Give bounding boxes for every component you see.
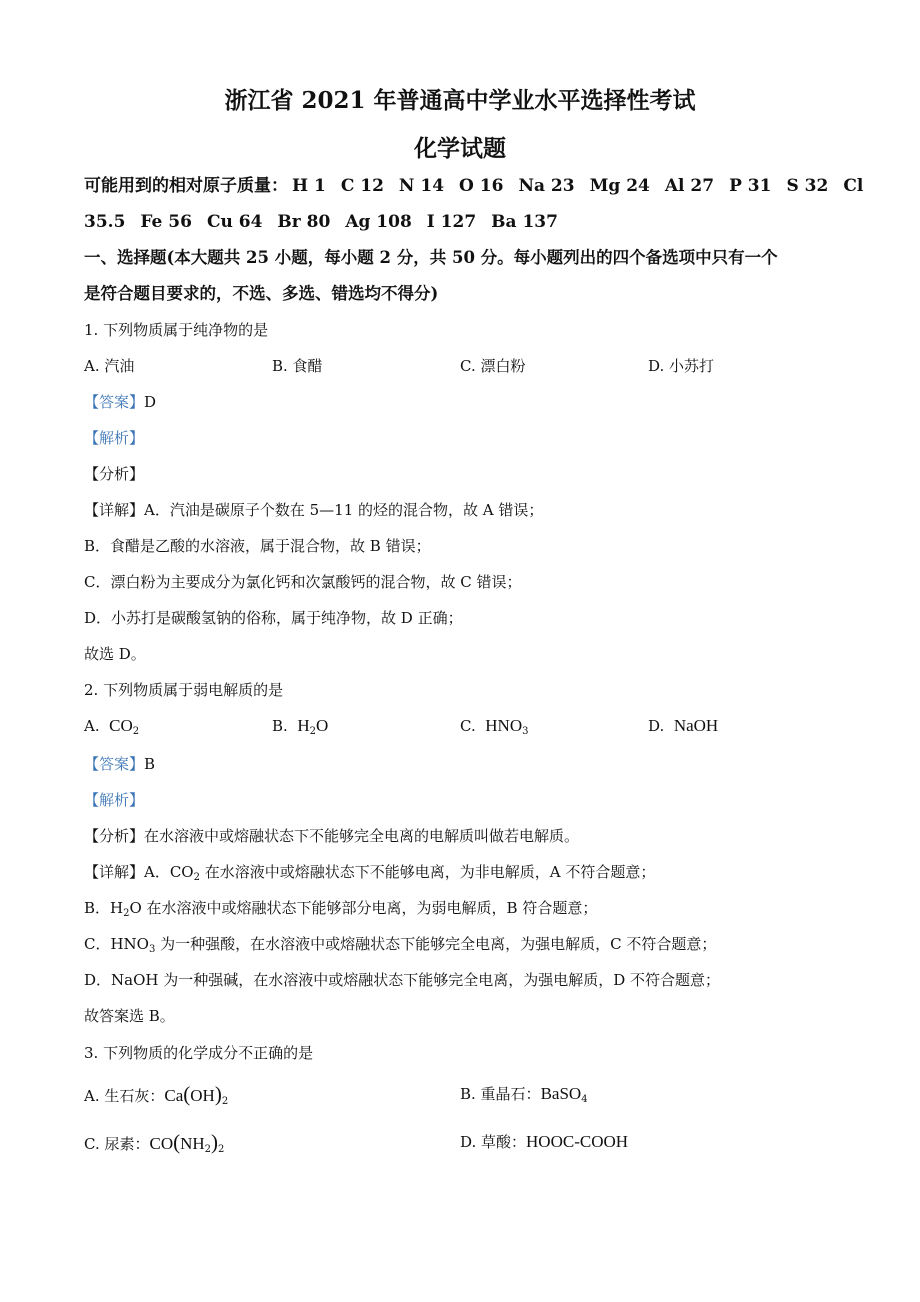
mass-item: 35.5 <box>84 212 126 232</box>
page-subtitle: 化学试题 <box>414 135 506 162</box>
q1-option-b: B. 食醋 <box>272 357 323 375</box>
mass-item: Na 23 <box>518 176 575 196</box>
q2-jiexi-tag: 【解析】 <box>84 791 145 809</box>
q3-option-d: D. 草酸：HOOC-COOH <box>460 1132 629 1151</box>
answer-tag: 【答案】 <box>84 755 145 773</box>
q3-option-b: B. 重晶石：BaSO$_4$ <box>460 1084 588 1105</box>
q1-option-c: C. 漂白粉 <box>460 357 526 375</box>
q3-option-a: A. 生石灰：$Ca(OH)_2$ <box>84 1082 229 1107</box>
section-heading-line-1: 一、选择题(本大题共 25 小题，每小题 2 分，共 50 分。每小题列出的四个备选项中只有一个 <box>84 248 778 267</box>
mass-item: Cl <box>843 176 864 196</box>
q1-jiexi-tag: 【解析】 <box>84 429 145 447</box>
q2-detail-line: B．$H_2O$ 在水溶液中或熔融状态下能够部分电离，为弱电解质，B 符合题意； <box>84 899 598 919</box>
mass-item: Ag 108 <box>345 212 412 232</box>
q2-stem: 2. 下列物质属于弱电解质的是 <box>84 681 284 699</box>
mass-item: I 127 <box>426 212 477 232</box>
q1-conclusion: 故选 D。 <box>84 645 146 663</box>
mass-item: H 1 <box>292 176 326 196</box>
mass-item: Cu 64 <box>206 212 263 232</box>
q1-detail-line: C．漂白粉为主要成分为氯化钙和次氯酸钙的混合物，故 C 错误； <box>84 573 522 591</box>
q2-detail-line: 【详解】A．$CO_2$ 在水溶液中或熔融状态下不能够电离，为非电解质，A 不符合题意； <box>84 863 656 883</box>
q1-detail-line: B．食醋是乙酸的水溶液，属于混合物，故 B 错误； <box>84 537 431 555</box>
mass-item: Fe 56 <box>140 212 192 232</box>
q2-option-c: C. $HNO_3$ <box>460 716 529 737</box>
mass-item: S 32 <box>786 176 829 196</box>
section-heading-line-2: 是符合题目要求的，不选、多选、错选均不得分) <box>84 284 439 303</box>
answer-value: B <box>144 755 156 773</box>
q1-fenxi: 【分析】 <box>84 465 145 483</box>
answer-value: D <box>144 393 157 411</box>
q2-option-b: B. $H_2O$ <box>272 716 329 737</box>
q3-stem: 3. 下列物质的化学成分不正确的是 <box>84 1044 314 1062</box>
q2-detail-line: C．$HNO_3$ 为一种强酸，在水溶液中或熔融状态下能够完全电离，为强电解质，C 不符合题意； <box>84 935 717 955</box>
atomic-mass-line-1 <box>84 176 878 196</box>
q2-conclusion: 故答案选 B。 <box>84 1007 175 1025</box>
atomic-mass-label: 可能用到的相对原子质量： <box>84 176 288 196</box>
mass-item: Ba 137 <box>491 212 558 232</box>
mass-item: Br 80 <box>277 212 331 232</box>
q1-detail-line: D．小苏打是碳酸氢钠的俗称，属于纯净物，故 D 正确； <box>84 609 463 627</box>
q1-detail-line: 【详解】A．汽油是碳原子个数在 5—11 的烃的混合物，故 A 错误； <box>84 501 544 519</box>
atomic-mass-line-2 <box>84 212 573 232</box>
mass-item: O 16 <box>459 176 504 196</box>
mass-item: N 14 <box>398 176 445 196</box>
page-title: 浙江省 2021 年普通高中学业水平选择性考试 <box>224 87 696 114</box>
mass-item: C 12 <box>340 176 384 196</box>
q2-answer <box>84 754 155 774</box>
q2-option-a: A. $CO_2$ <box>84 716 140 737</box>
mass-item: Mg 24 <box>589 176 650 196</box>
q1-answer <box>84 392 156 412</box>
q2-detail-line: D．NaOH 为一种强碱，在水溶液中或熔融状态下能够完全电离，为强电解质，D 不符合题意； <box>84 971 721 989</box>
q2-fenxi: 【分析】在水溶液中或熔融状态下不能够完全电离的电解质叫做若电解质。 <box>84 827 580 845</box>
mass-item: P 31 <box>729 176 772 196</box>
q3-option-c: C. 尿素：$CO(NH_2)_2$ <box>84 1130 225 1155</box>
q2-option-d: D. NaOH <box>648 716 719 735</box>
answer-tag: 【答案】 <box>84 393 145 411</box>
mass-item: Al 27 <box>664 176 715 196</box>
q1-stem: 1. 下列物质属于纯净物的是 <box>84 321 269 339</box>
q1-option-a: A. 汽油 <box>84 357 135 375</box>
q1-option-d: D. 小苏打 <box>648 357 715 375</box>
